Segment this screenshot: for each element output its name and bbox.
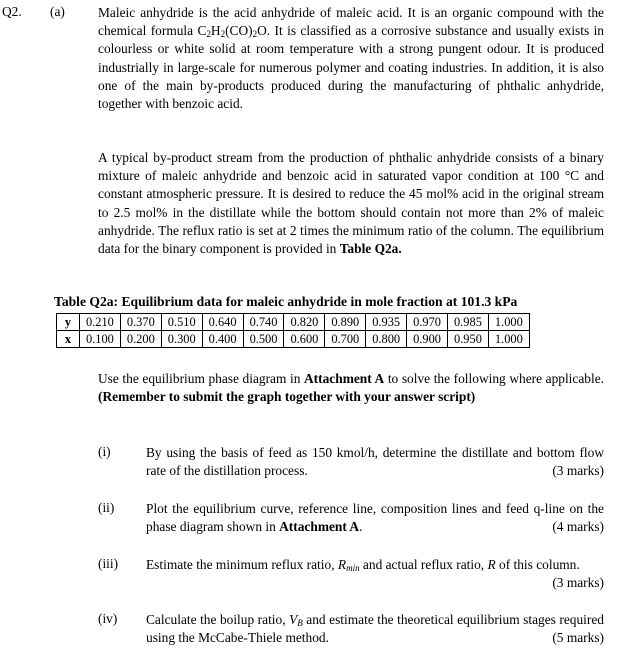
attachment-reference: Attachment A xyxy=(279,519,360,535)
table-cell: 0.985 xyxy=(448,314,489,331)
table-cell: 0.300 xyxy=(161,331,202,348)
table-cell: 0.900 xyxy=(407,331,448,348)
table-cell: 0.200 xyxy=(120,331,161,348)
intro-text-rest: O. It is classified as a corrosive substance and usually exists in colourless or white solid at room temperature with a strong pungent odour. It is produced industrially in large-scale for numerous polymer and coating industries. In addition, it is also one of the main by-products produced during the manufacturing of phthalic anhydride, together with benzoic acid. xyxy=(98,23,604,112)
intro-paragraph xyxy=(98,4,604,113)
subquestion-end: and estimate the theoretical equilibrium stages required using the McCabe-Thiele method. xyxy=(146,612,605,646)
subquestion-number: (ii) xyxy=(98,500,115,515)
subquestion-end: of this column. xyxy=(495,557,580,572)
formula-subscript-1: 2 xyxy=(206,29,211,40)
table-reference: Table Q2a. xyxy=(339,241,402,257)
row-label-x: x xyxy=(57,331,80,348)
table-cell: 0.890 xyxy=(325,314,366,331)
marks-label: (3 marks) xyxy=(552,463,604,479)
symbol-v: V xyxy=(289,612,298,627)
marks-label: (3 marks) xyxy=(552,575,604,591)
subquestion-body: Plot the equilibrium curve, reference line, composition lines and feed q-line on the phase diagram shown in xyxy=(146,501,604,535)
subquestion-number: (i) xyxy=(98,444,111,459)
table-cell: 0.510 xyxy=(161,314,202,331)
table-cell: 0.800 xyxy=(366,331,407,348)
table-cell: 1.000 xyxy=(488,314,529,331)
instruction-paragraph xyxy=(98,370,604,406)
table-cell: 0.820 xyxy=(284,314,325,331)
subquestion-mid: and actual reflux ratio, xyxy=(359,557,488,572)
table-row-y xyxy=(57,314,530,331)
table-row-x xyxy=(57,331,530,348)
subquestion-text xyxy=(146,444,604,480)
equilibrium-table xyxy=(56,313,530,348)
table-cell: 0.970 xyxy=(407,314,448,331)
table-cell: 0.700 xyxy=(325,331,366,348)
table-cell: 1.000 xyxy=(488,331,529,348)
subquestion-iii xyxy=(98,556,604,596)
symbol-r: R xyxy=(337,557,347,572)
table-cell: 0.100 xyxy=(80,331,121,348)
table-title: Table Q2a: Equilibrium data for maleic anhydride in mole fraction at 101.3 kPa xyxy=(54,294,518,309)
problem-paragraph xyxy=(98,149,604,258)
subquestion-text xyxy=(146,500,604,536)
table-cell: 0.370 xyxy=(120,314,161,331)
instruction-lead: Use the equilibrium phase diagram in xyxy=(98,371,305,386)
subquestion-ii xyxy=(98,500,604,540)
problem-text: A typical by-product stream from the production of phthalic anhydride consists of a binary mixture of maleic anhydride and benzoic acid in saturated vapor condition at 100 °C and constant atmospheric pressure. It is desired to reduce the 45 mol% acid in the original stream to 2.5 mol% in the distillate while the bottom should contain not more than 2% of maleic anhydride. The reflux ratio is set at 2 times the minimum ratio of the column. The equilibrium data for the binary component is provided in xyxy=(98,150,604,257)
marks-label: (4 marks) xyxy=(552,519,604,535)
formula-co: (CO) xyxy=(225,23,253,39)
subquestion-text xyxy=(146,556,604,592)
subquestion-text xyxy=(146,611,604,647)
table-cell: 0.600 xyxy=(284,331,325,348)
table-cell: 0.210 xyxy=(80,314,121,331)
subquestion-number: (iii) xyxy=(98,556,119,571)
instruction-mid: to solve the following where applicable. xyxy=(384,371,604,386)
marks-label: (5 marks) xyxy=(552,630,604,646)
table-cell: 0.500 xyxy=(243,331,284,348)
subquestion-body: Calculate the boilup ratio, xyxy=(146,612,290,627)
subquestion-number: (iv) xyxy=(98,611,118,626)
symbol-b-subscript: B xyxy=(297,618,303,628)
submission-reminder: (Remember to submit the graph together with your answer script) xyxy=(98,389,476,405)
subquestion-iv xyxy=(98,611,604,651)
symbol-min-subscript: min xyxy=(346,563,360,573)
formula-h: H xyxy=(210,23,221,39)
attachment-reference: Attachment A xyxy=(304,371,385,386)
table-cell: 0.640 xyxy=(202,314,243,331)
formula-subscript-3: 2 xyxy=(252,29,258,40)
subquestion-i xyxy=(98,444,604,484)
table-cell: 0.400 xyxy=(202,331,243,348)
row-label-y: y xyxy=(57,314,80,331)
intro-text-lead: Maleic anhydride is the acid anhydride of maleic acid. It is an organic compound with the chemical formula C xyxy=(98,5,604,39)
symbol-r: R xyxy=(487,557,496,572)
question-number: Q2. xyxy=(2,4,22,19)
subquestion-body: Estimate the minimum reflux ratio, xyxy=(146,557,338,572)
question-part-label: (a) xyxy=(50,4,65,19)
table-cell: 0.740 xyxy=(243,314,284,331)
subquestion-body: By using the basis of feed as 150 kmol/h, determine the distillate and bottom flow rate of the distillation process. xyxy=(146,445,604,479)
formula-subscript-2: 2 xyxy=(220,29,226,40)
subquestion-end: . xyxy=(359,519,363,535)
table-cell: 0.950 xyxy=(448,331,489,348)
table-cell: 0.935 xyxy=(366,314,407,331)
